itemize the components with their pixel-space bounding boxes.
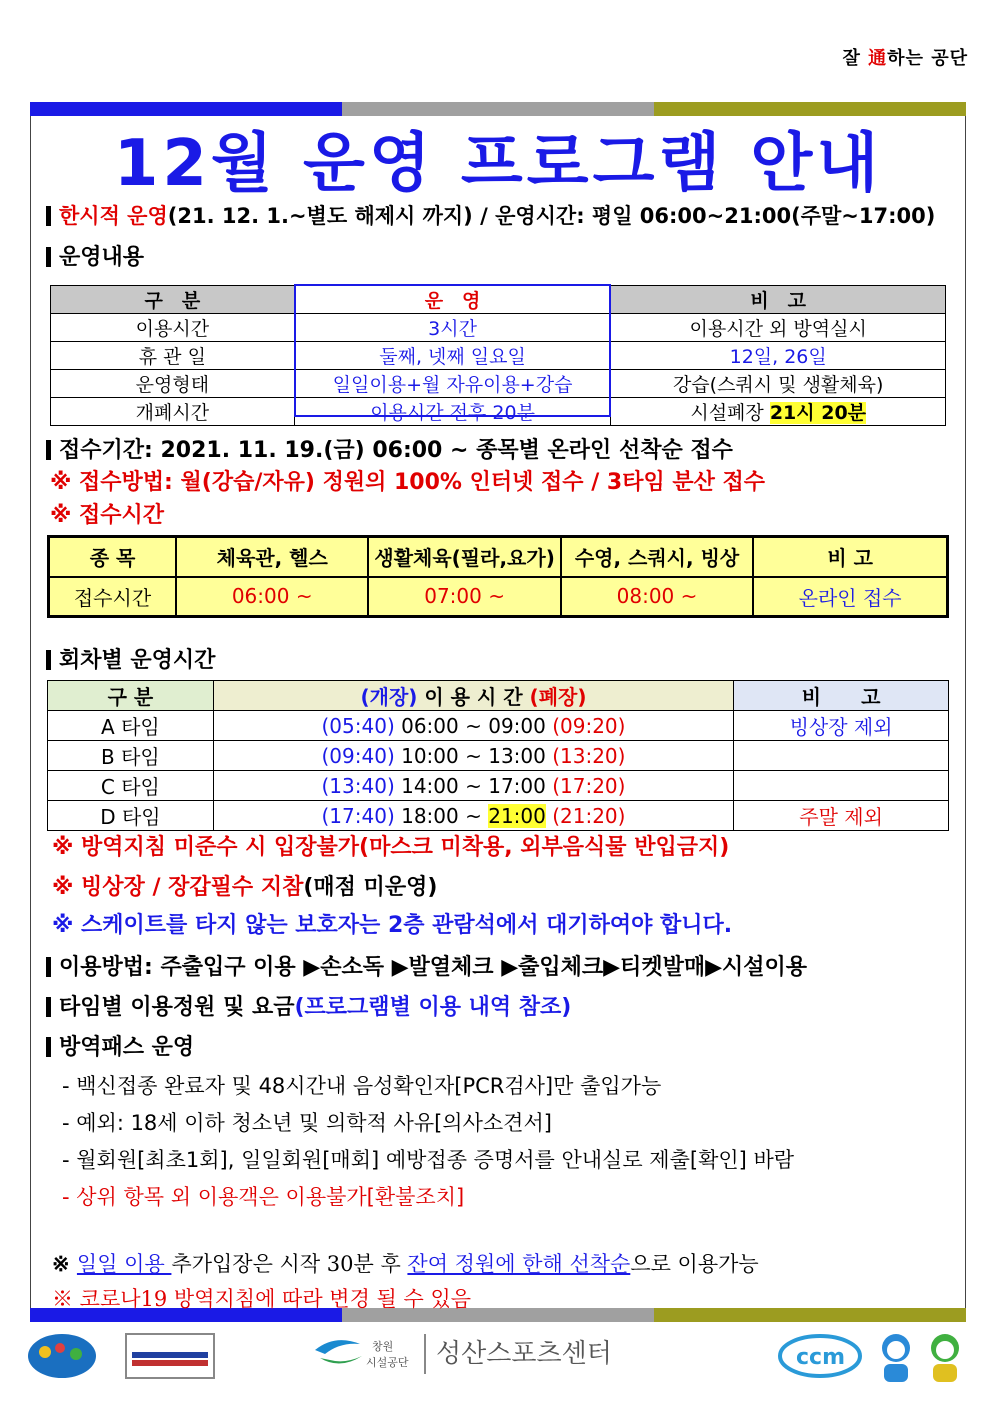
table-row: A 타임 (05:40) 06:00 ~ 09:00 (09:20) 빙상장 제외: [48, 711, 949, 741]
agency-logo: [315, 1334, 612, 1374]
table-header: 구 분 운 영 비 고: [51, 286, 946, 314]
notice-gloves: ※ 빙상장 / 장갑필수 지참(매점 미운영): [52, 875, 438, 900]
pass-item: - 예외: 18세 이하 청소년 및 의학적 사유[의사소견서]: [62, 1111, 552, 1135]
table-row: 개폐시간 이용시간 전후 20분 시설폐장 21시 20분: [51, 398, 946, 426]
table-row: 이용시간 3시간 이용시간 외 방역실시: [51, 314, 946, 342]
reception-method: ※ 접수방법: 월(강습/자유) 정원의 100% 인터넷 접수 / 3타임 분산 접수: [50, 470, 766, 495]
table-header: 종 목 체육관, 헬스 생활체육(필라,요가) 수영, 스쿼시, 빙상 비 고: [49, 537, 948, 577]
table-row: 휴 관 일 둘째, 넷째 일요일 12일, 26일: [51, 342, 946, 370]
page-title: 12월 운영 프로그램 안내: [113, 127, 883, 201]
slogan: 잘 通하는 공단: [842, 48, 968, 69]
mascot-icon: [882, 1334, 959, 1382]
section-pass: 방역패스 운영: [46, 1030, 194, 1061]
section-sessions: 회차별 운영시간: [46, 643, 215, 674]
pass-item: - 백신접종 완료자 및 48시간내 음성확인자[PCR검사]만 출입가능: [62, 1074, 662, 1098]
reception-table: [47, 535, 949, 618]
reception-period: 접수기간: 2021. 11. 19.(금) 06:00 ~ 종목별 온라인 선착순 접수: [46, 433, 733, 464]
ccm-logo: [780, 1336, 860, 1376]
center-name: 성산스포츠센터: [436, 1339, 612, 1369]
notice-guardians: ※ 스케이트를 타지 않는 보호자는 2층 관람석에서 대기하여야 합니다.: [52, 913, 733, 938]
city-logo: [28, 1334, 96, 1378]
table-row: D 타임 (17:40) 18:00 ~ 21:00 (21:20) 주말 제외: [48, 801, 949, 831]
fee-info: 타임별 이용정원 및 요금(프로그램별 이용 내역 참조): [46, 990, 571, 1021]
certificate-logo: [126, 1334, 214, 1378]
pass-item: - 월회원[최초1회], 일일회원[매회] 예방접종 증명서를 안내실로 제출[확인] 바람: [62, 1148, 795, 1172]
session-table: [47, 680, 949, 831]
table-row: 운영형태 일일이용+월 자유이용+강습 강습(스쿼시 및 생활체육): [51, 370, 946, 398]
notice-mask: ※ 방역지침 미준수 시 입장불가(마스크 미착용, 외부음식물 반입금지): [52, 835, 730, 860]
table-header: 구 분 (개장) 이 용 시 간 (폐장) 비 고: [48, 681, 949, 711]
section-operations: 운영내용: [46, 240, 144, 271]
table-row: 접수시간 06:00 ~ 07:00 ~ 08:00 ~ 온라인 접수: [49, 577, 948, 617]
reception-time-label: ※ 접수시간: [50, 503, 165, 528]
logo-bar: [0, 1330, 992, 1390]
agency-small-2: 시설공단: [366, 1356, 409, 1369]
pass-item: - 상위 항목 외 이용객은 이용불가[환불조치]: [62, 1185, 465, 1209]
operation-info: 한시적 운영(21. 12. 1.~별도 해제시 까지) / 운영시간: 평일 06:00~21:00(주말~17:00): [46, 200, 935, 230]
footer-covid: ※ 코로나19 방역지침에 따라 변경 될 수 있음: [52, 1287, 472, 1311]
operations-table: [50, 285, 946, 426]
table-row: C 타임 (13:40) 14:00 ~ 17:00 (17:20): [48, 771, 949, 801]
ccm-text: ccm: [796, 1345, 846, 1370]
logos-svg: [0, 1330, 992, 1390]
footer-note: ※ 일일 이용 추가입장은 시작 30분 후 잔여 정원에 한해 선착순으로 이용가능: [52, 1251, 759, 1276]
agency-small-1: 창원: [372, 1340, 394, 1353]
table-row: B 타임 (09:40) 10:00 ~ 13:00 (13:20): [48, 741, 949, 771]
usage-method: 이용방법: 주출입구 이용 ▶손소독 ▶발열체크 ▶출입체크▶티켓발매▶시설이용: [46, 950, 807, 981]
